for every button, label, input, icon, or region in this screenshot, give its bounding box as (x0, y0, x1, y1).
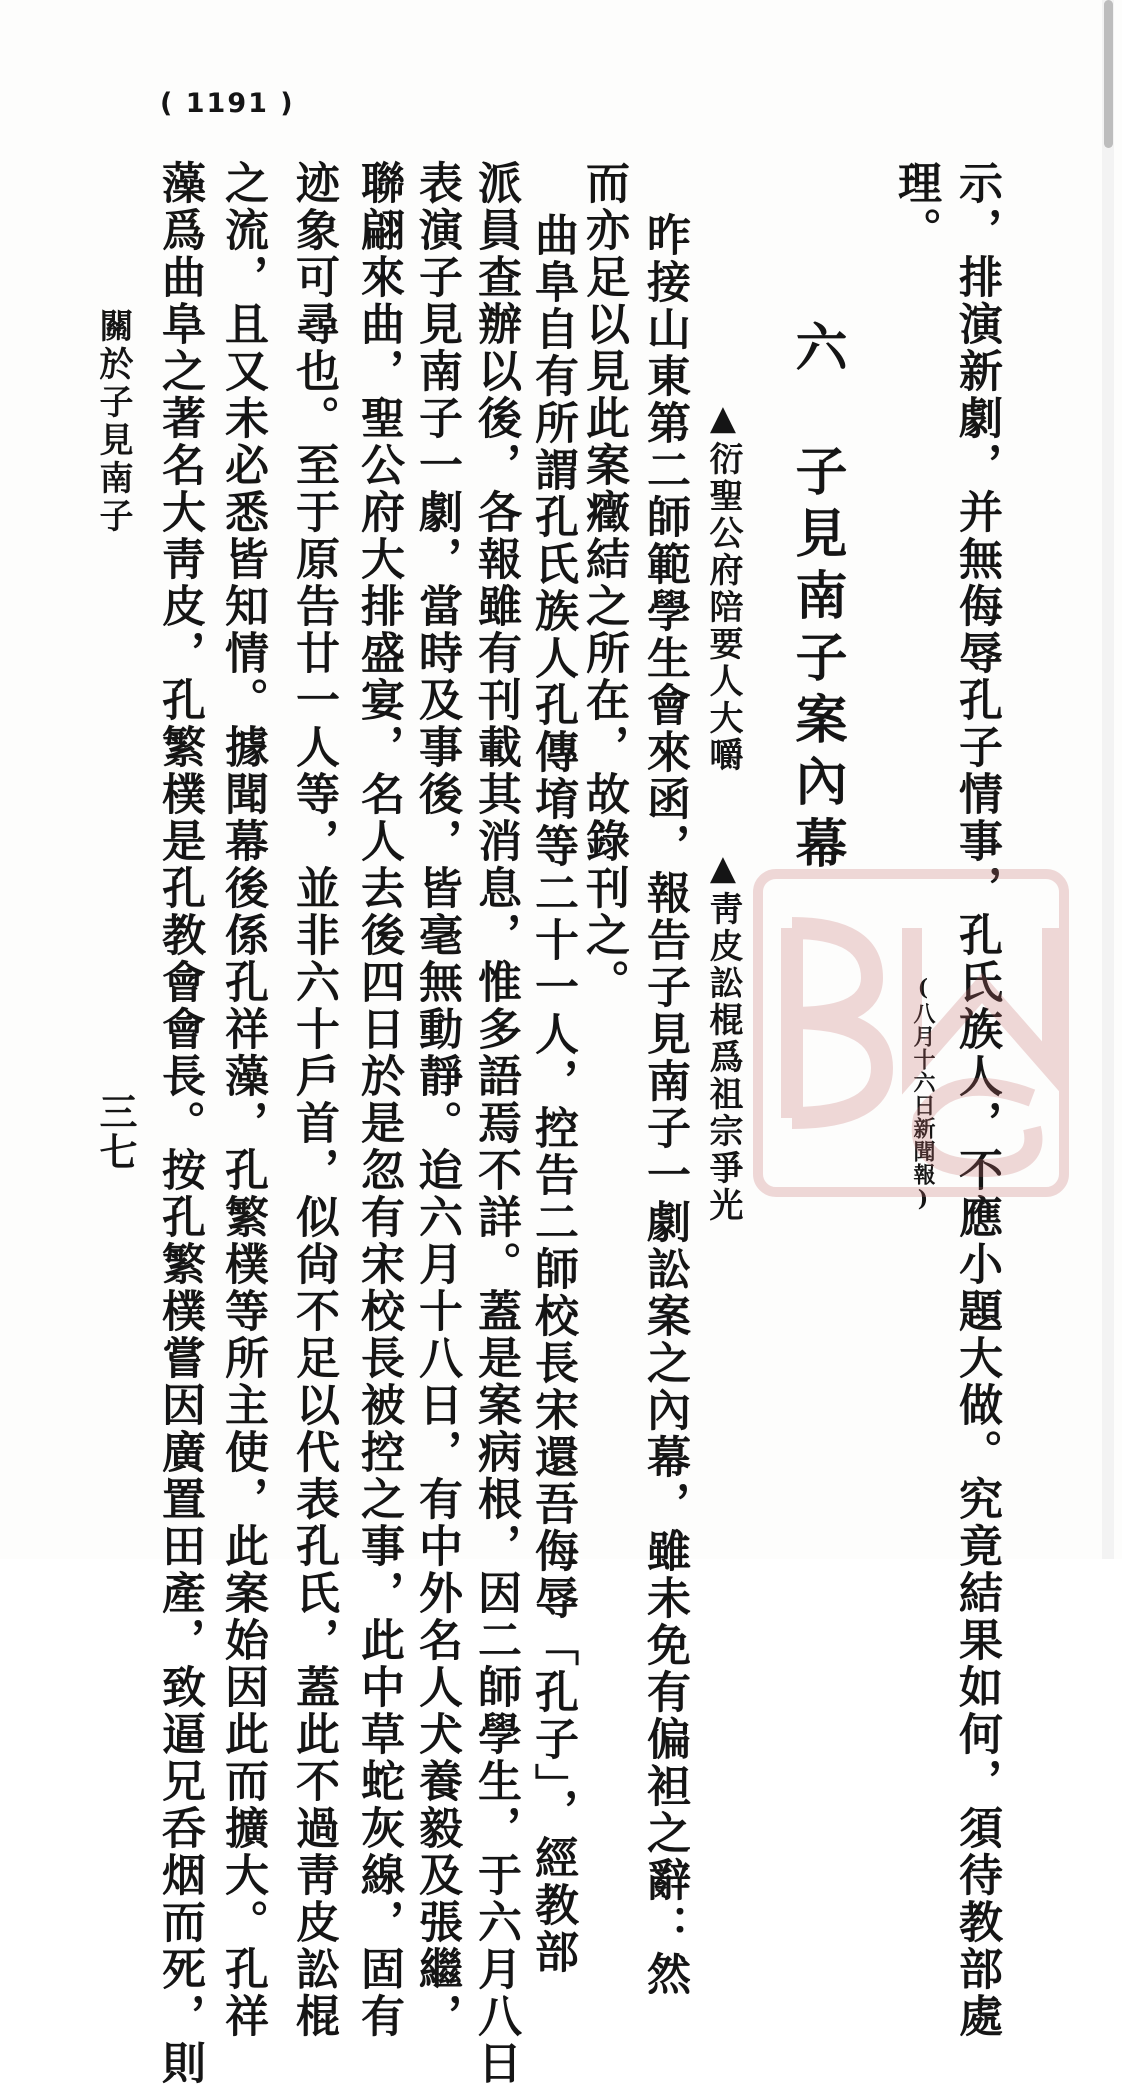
text-column-7: 表演子見南子一劇，當時及事後，皆毫無動靜。迨六月十八日，有中外名人犬養毅及張繼， (411, 160, 462, 2040)
scrollbar-thumb[interactable] (1104, 0, 1113, 148)
page-number: ( 1191 ) (160, 88, 295, 119)
section-title: 六 子見南子案內幕 (786, 320, 847, 878)
source-citation: (八月十六日新聞報) (910, 975, 936, 1213)
scrollbar-track[interactable] (1102, 0, 1114, 1559)
library-stamp-logo (752, 868, 1070, 1198)
section-subtitle: ▲衍聖公府陪要人大嚼 ▲靑皮訟棍爲祖宗爭光 (703, 398, 743, 1224)
folio-number: 三七 (93, 1092, 138, 1172)
text-column-6: 派員查辦以後，各報雖有刊載其消息，惟多語焉不詳。蓋是案病根，因二師學生，于六月八日 (470, 160, 521, 2087)
text-column-10: 之流，且又未必悉皆知情。據聞幕後係孔祥藻，孔繁樸等所主使，此案始因此而擴大。孔祥 (217, 160, 268, 2040)
running-footer: 關於子見南子 (93, 308, 133, 536)
text-column-2: 理。 (890, 160, 941, 254)
text-column-4: 而亦足以見此案癥結之所在，故錄刊之。 (578, 160, 629, 1006)
text-column-11: 藻爲曲阜之著名大靑皮，孔繁樸是孔教會會長。按孔繁樸嘗因廣置田產，致逼兄呑烟而死，則 (154, 160, 205, 2087)
text-column-5: 曲阜自有所謂孔氏族人孔傳堉等二十一人，控告二師校長宋還吾侮辱「孔子」，經教部 (527, 212, 578, 1976)
text-column-8: 聯翩來曲，聖公府大排盛宴，名人去後四日於是忽有宋校長被控之事，此中草蛇灰線，固有 (353, 160, 404, 2040)
text-column-9: 迹象可尋也。至于原告廿一人等，並非六十戶首，似尙不足以代表孔氏，蓋此不過靑皮訟棍 (288, 160, 339, 2040)
text-column-3: 昨接山東第二師範學生會來函，報告子見南子一劇訟案之內幕，雖未免有偏袒之辭：然 (639, 212, 690, 1998)
text-column-1: 示，排演新劇，并無侮辱孔子情事，孔氏族人，不應小題大做。究竟結果如何，須待教部處 (951, 160, 1002, 2040)
